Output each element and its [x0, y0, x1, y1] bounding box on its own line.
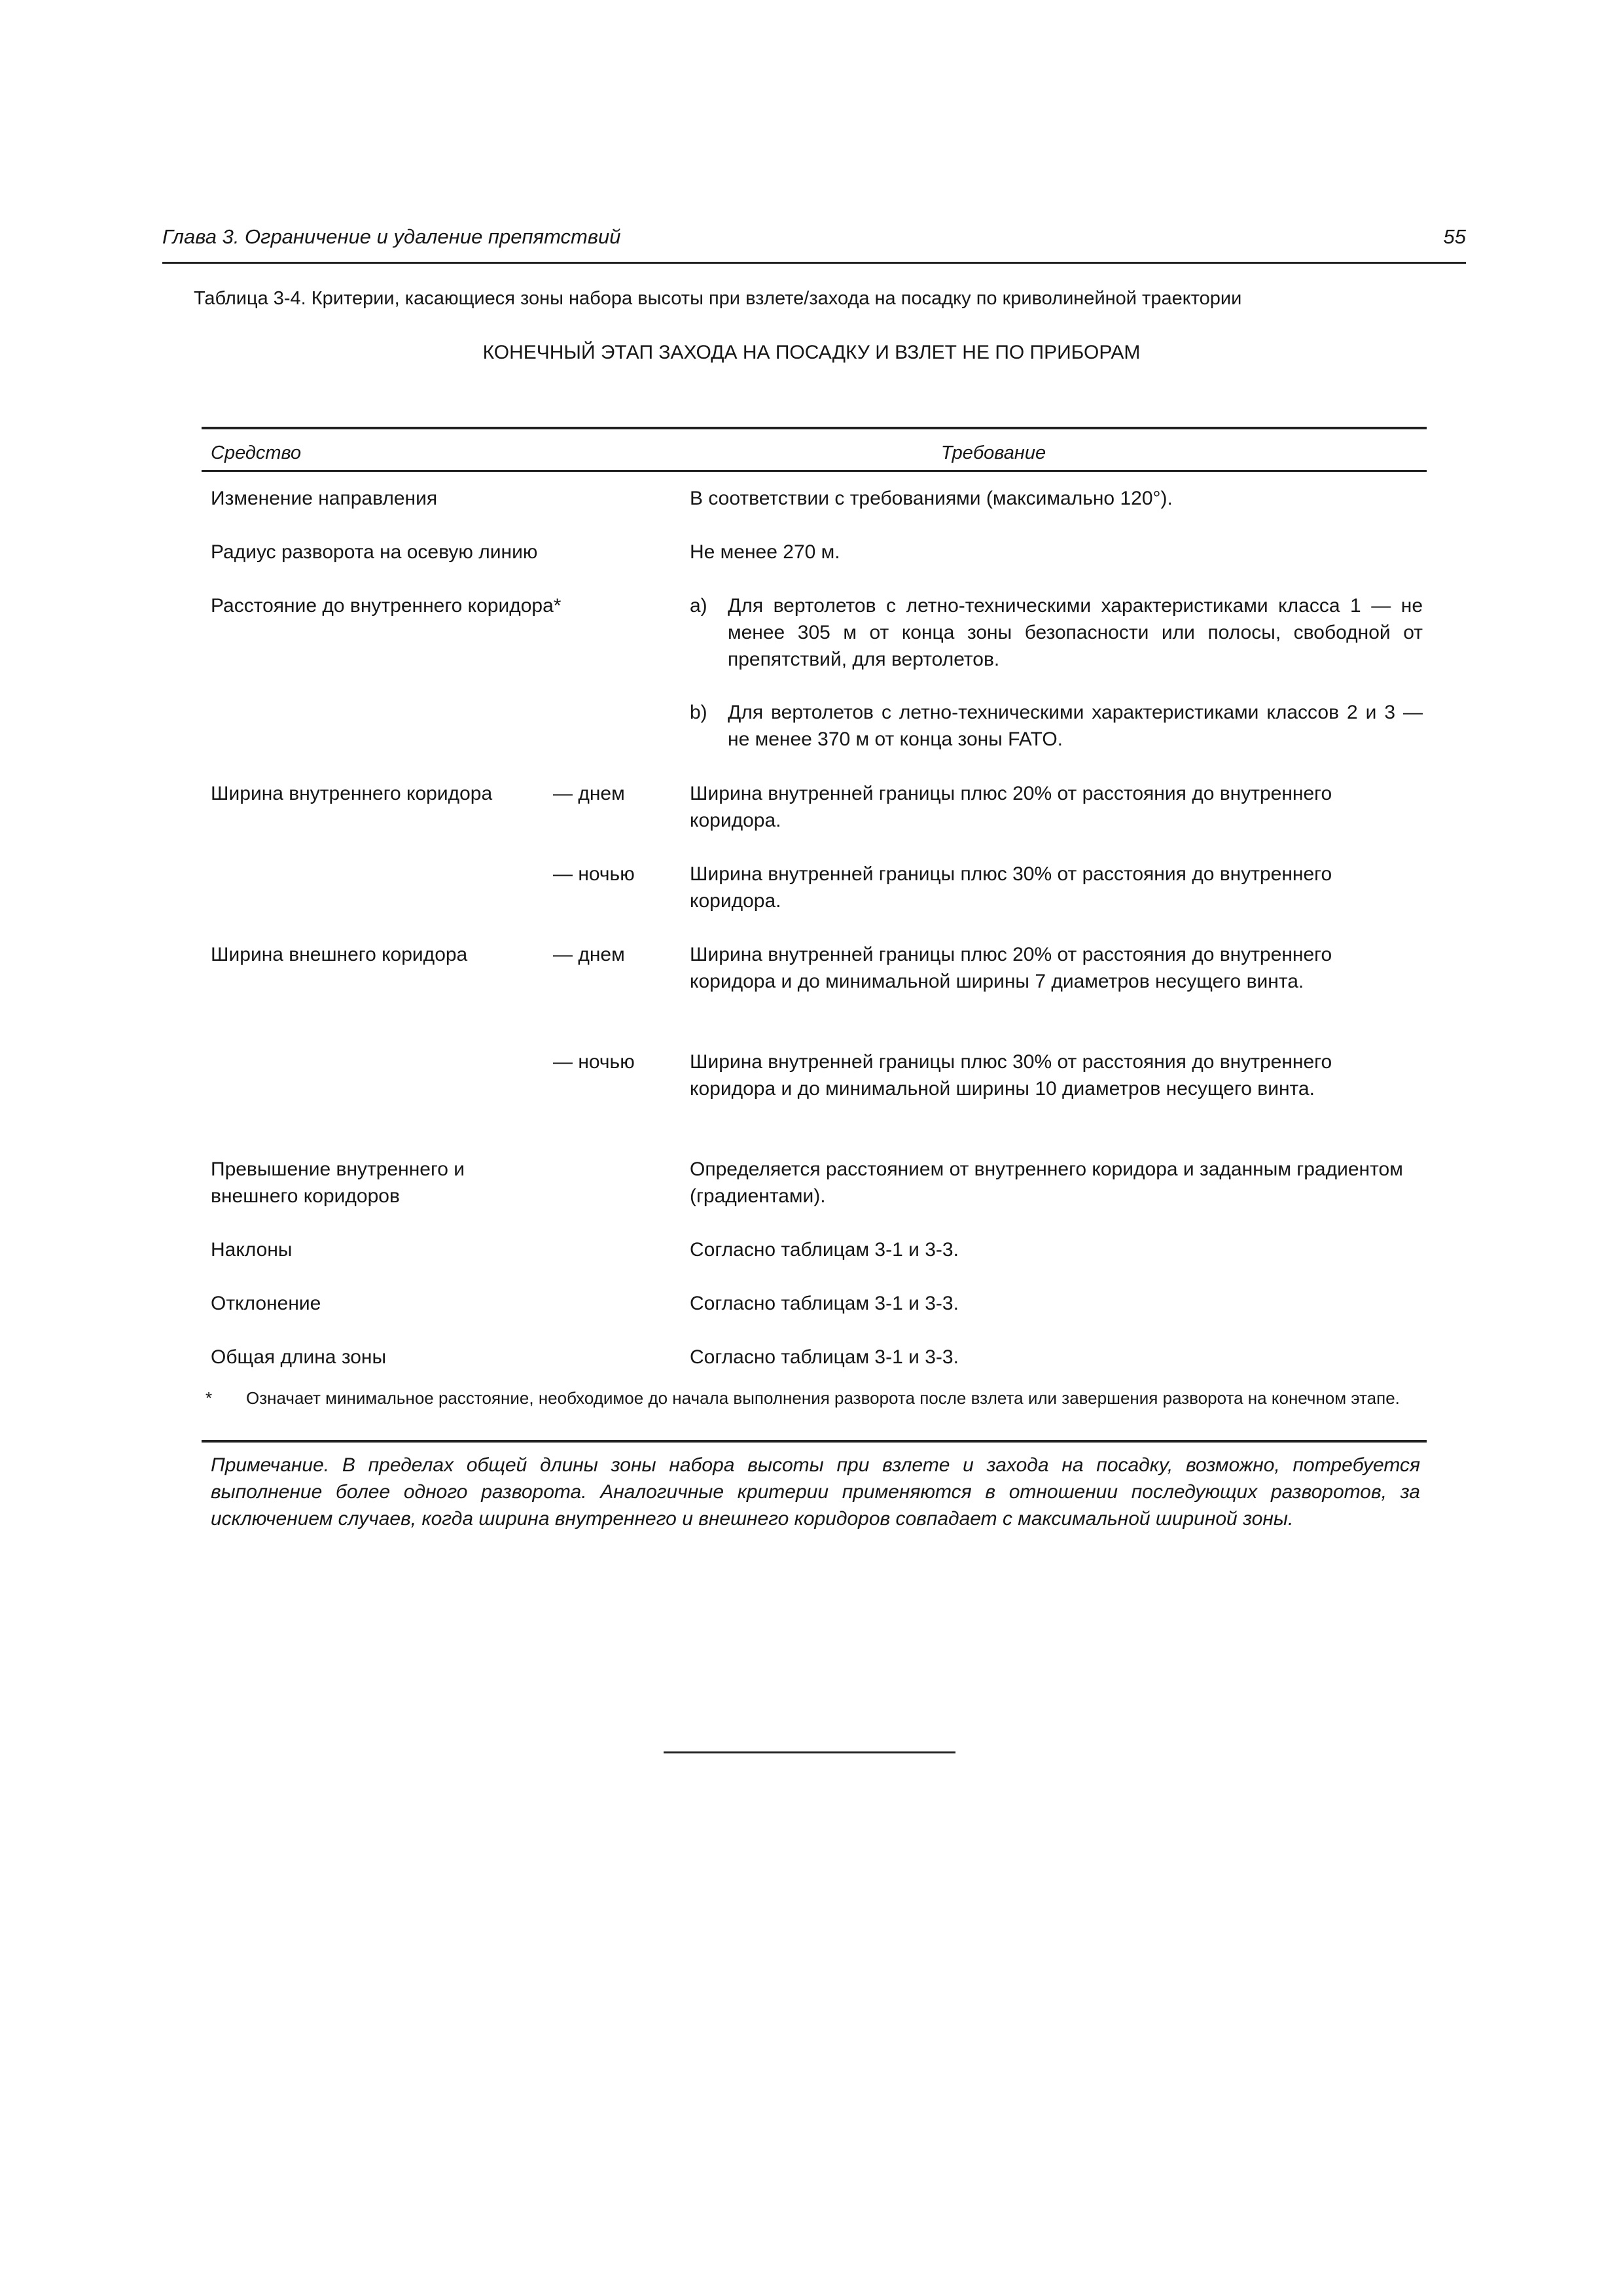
- table-footnote: [205, 1386, 1416, 1410]
- table-row: [202, 861, 1427, 941]
- facility-cell: Превышение внутреннего и внешнего коридоров: [211, 1158, 465, 1207]
- table-row: [202, 780, 1427, 861]
- table-row: [202, 1236, 1427, 1290]
- requirement-cell: Не менее 270 м.: [690, 541, 840, 563]
- table-row: [202, 941, 1427, 1049]
- table-header-row: [202, 429, 1427, 472]
- footnote-marker: *: [205, 1388, 213, 1408]
- end-of-section-rule: [664, 1751, 955, 1753]
- time-qualifier: — днем: [553, 944, 625, 965]
- facility-cell: Общая длина зоны: [211, 1346, 387, 1368]
- facility-cell: Ширина внутреннего коридора: [211, 783, 493, 804]
- running-header: [162, 223, 1466, 264]
- requirement-cell: Определяется расстоянием от внутреннего коридора и заданным градиентом (градиентами).: [690, 1158, 1403, 1207]
- table-row: [202, 539, 1427, 592]
- requirement-cell: Ширина внутренней границы плюс 20% от расстояния до внутреннего коридора и до минимальной ширины 7 диаметров несущего винта.: [690, 944, 1332, 992]
- facility-cell: Расстояние до внутреннего коридора*: [211, 595, 562, 617]
- list-item-text: Для вертолетов с летно-техническими характеристиками классов 2 и 3 — не менее 370 м от конца зоны FATO.: [728, 702, 1423, 750]
- requirement-cell: Согласно таблицам 3-1 и 3-3.: [690, 1346, 959, 1368]
- time-qualifier: — ночью: [553, 1051, 635, 1073]
- note-paragraph: Примечание. В пределах общей длины зоны набора высоты при взлете и захода на посадку, возможно, потребуется выполнение более одного разворота. Аналогичные критерии применяются в отношении последующих разворотов, за исключением случаев, когда ширина внутреннего и внешнего коридоров совпадает с максимальной шириной зоны.: [211, 1454, 1420, 1530]
- list-item: [690, 592, 1423, 673]
- time-qualifier: — ночью: [553, 863, 635, 885]
- chapter-title: Глава 3. Ограничение и удаление препятствий: [162, 225, 621, 248]
- requirement-cell: Согласно таблицам 3-1 и 3-3.: [690, 1239, 959, 1261]
- requirement-cell: Ширина внутренней границы плюс 30% от расстояния до внутреннего коридора и до минимальной ширины 10 диаметров несущего винта.: [690, 1051, 1332, 1100]
- time-qualifier: — днем: [553, 783, 625, 804]
- table-row: [202, 1344, 1427, 1374]
- facility-cell: Ширина внешнего коридора: [211, 944, 468, 965]
- table-subtitle: КОНЕЧНЫЙ ЭТАП ЗАХОДА НА ПОСАДКУ И ВЗЛЕТ НЕ ПО ПРИБОРАМ: [482, 342, 1141, 363]
- table-caption: Таблица 3-4. Критерии, касающиеся зоны набора высоты при взлете/захода на посадку по криволинейной траектории: [194, 288, 1242, 309]
- criteria-table: [202, 427, 1427, 1374]
- table-row: [202, 1156, 1427, 1236]
- table-bottom-rule: [202, 1440, 1427, 1443]
- footnote-text: Означает минимальное расстояние, необходимое до начала выполнения разворота после взлета или завершения разворота на конечном этапе.: [246, 1388, 1400, 1408]
- facility-cell: Радиус разворота на осевую линию: [211, 541, 538, 563]
- requirement-cell: Ширина внутренней границы плюс 20% от расстояния до внутреннего коридора.: [690, 783, 1332, 831]
- table-row: [202, 485, 1427, 539]
- facility-cell: Отклонение: [211, 1293, 321, 1314]
- requirement-cell: В соответствии с требованиями (максимально 120°).: [690, 488, 1173, 509]
- table-row: [202, 592, 1427, 780]
- requirement-cell: Ширина внутренней границы плюс 30% от расстояния до внутреннего коридора.: [690, 863, 1332, 912]
- list-marker: a): [690, 595, 707, 617]
- header-requirement: Требование: [940, 442, 1046, 463]
- requirement-cell: Согласно таблицам 3-1 и 3-3.: [690, 1293, 959, 1314]
- facility-cell: Изменение направления: [211, 488, 438, 509]
- table-row: [202, 1290, 1427, 1344]
- facility-cell: Наклоны: [211, 1239, 293, 1261]
- table-row: [202, 1049, 1427, 1156]
- header-facility: Средство: [211, 442, 302, 463]
- list-item-text: Для вертолетов с летно-техническими характеристиками класса 1 — не менее 305 м от конца зоны безопасности или полосы, свободной от препятствий, для вертолетов.: [728, 595, 1423, 670]
- page-number: 55: [1443, 225, 1466, 248]
- list-item: [690, 699, 1423, 753]
- requirement-cell: [690, 592, 1423, 753]
- list-marker: b): [690, 702, 707, 723]
